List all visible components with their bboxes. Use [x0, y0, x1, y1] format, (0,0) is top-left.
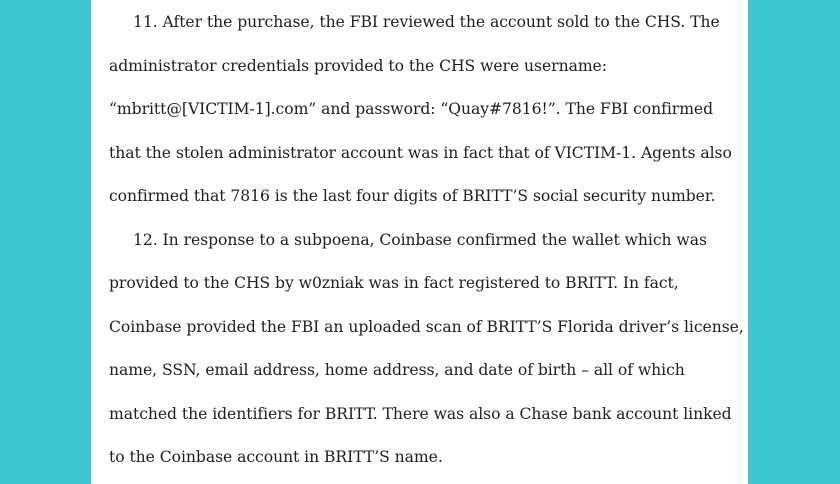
- paragraph-12-line-2: provided to the CHS by w0zniak was in fact registered to BRITT. In fact,: [109, 274, 679, 292]
- paragraph-12-line-6: to the Coinbase account in BRITT’S name.: [109, 448, 443, 466]
- paragraph-12-line-1: 12. In response to a subpoena, Coinbase confirmed the wallet which was: [133, 231, 707, 249]
- paragraph-11-line-4: that the stolen administrator account was in fact that of VICTIM-1. Agents also: [109, 144, 732, 162]
- paragraph-12-line-3: Coinbase provided the FBI an uploaded scan of BRITT’S Florida driver’s license,: [109, 318, 744, 336]
- paragraph-12-line-5: matched the identifiers for BRITT. There was also a Chase bank account linked: [109, 405, 732, 423]
- paragraph-11-line-3: “mbritt@[VICTIM-1].com” and password: “Quay#7816!”. The FBI confirmed: [109, 100, 714, 118]
- document-page: [91, 0, 748, 484]
- paragraph-11-line-2: administrator credentials provided to the CHS were username:: [109, 57, 607, 75]
- paragraph-11-line-5: confirmed that 7816 is the last four digits of BRITT’S social security number.: [109, 187, 716, 205]
- paragraph-12-line-4: name, SSN, email address, home address, and date of birth – all of which: [109, 361, 685, 379]
- paragraph-11-line-1: 11. After the purchase, the FBI reviewed the account sold to the CHS. The: [133, 13, 720, 31]
